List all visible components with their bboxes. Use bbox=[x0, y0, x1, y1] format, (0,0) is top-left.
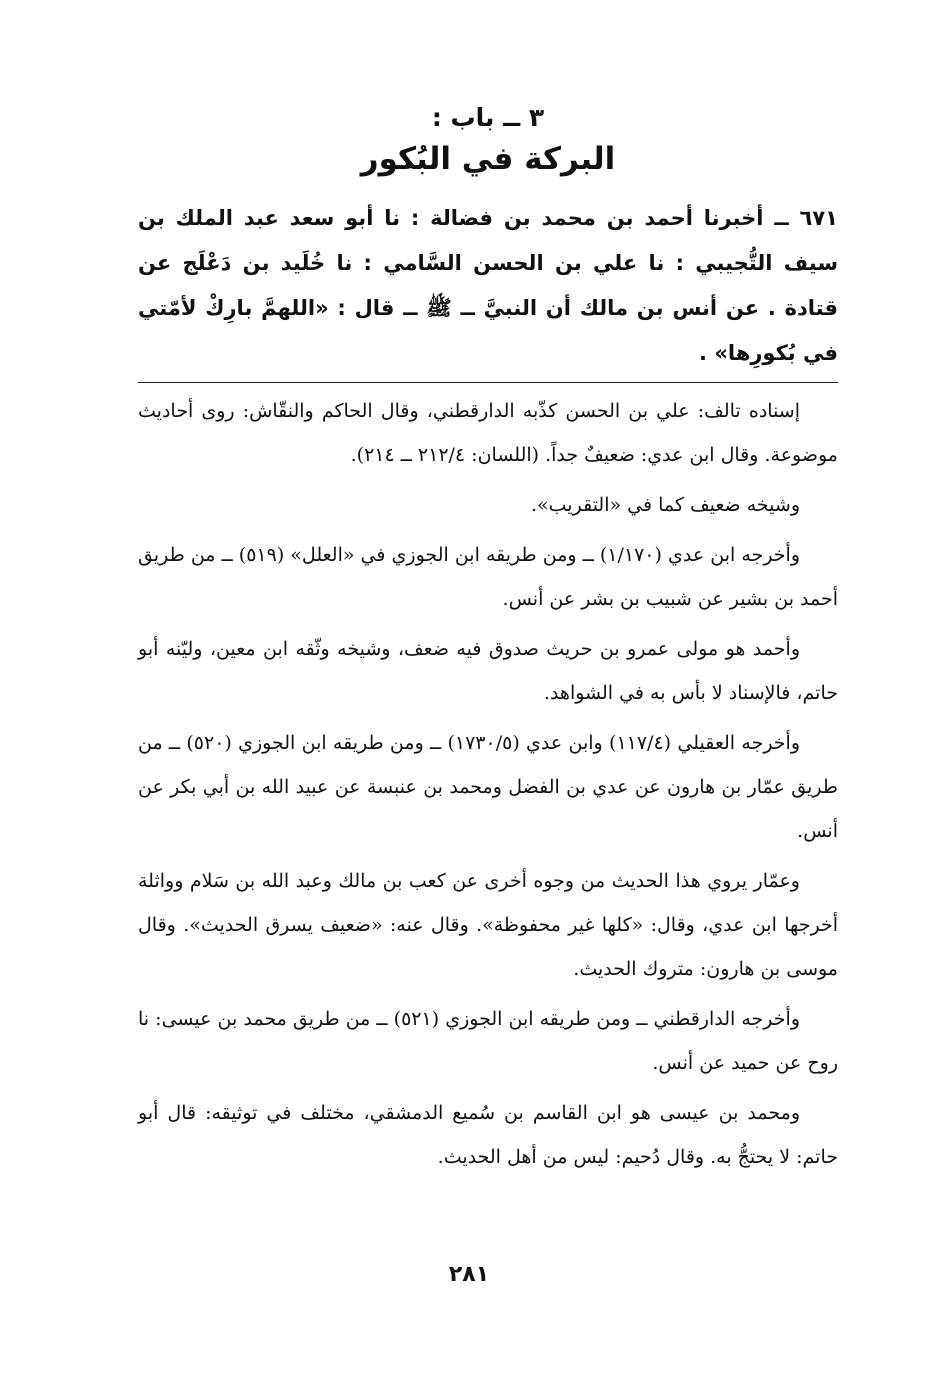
chapter-title: البركة في البُكور bbox=[360, 141, 616, 177]
takhrij-notes bbox=[138, 389, 838, 1179]
note-paragraph: وشيخه ضعيف كما في «التقريب». bbox=[530, 494, 800, 516]
note-paragraph: وأخرجه ابن عدي (١/١٧٠) ــ ومن طريقه ابن الجوزي في «العلل» (٥١٩) ــ من طريق أحمد بن بشير عن شبيب بن بشر عن أنس. bbox=[138, 544, 838, 610]
note-paragraph: وأخرجه العقيلي (١١٧/٤) وابن عدي (١٧٣٠/٥) ــ ومن طريقه ابن الجوزي (٥٢٠) ــ من طريق عمّار بن هارون عن عدي بن الفضل ومحمد بن عنبسة عن عبيد الله بن أبي بكر عن أنس. bbox=[138, 732, 838, 842]
note-paragraph: ومحمد بن عيسى هو ابن القاسم بن سُميع الدمشقي، مختلف في توثيقه: قال أبو حاتم: لا يحتجُّ به. وقال دُحيم: ليس من أهل الحديث. bbox=[138, 1102, 838, 1168]
chapter-number: ٣ ــ باب : bbox=[431, 103, 545, 132]
note-paragraph: إسناده تالف: علي بن الحسن كذّبه الدارقطني، وقال الحاكم والنقّاش: روى أحاديث موضوعة. وقال ابن عدي: ضعيفٌ جداً. (اللسان: ٢١٢/٤ ــ ٢١٤). bbox=[138, 400, 838, 466]
hadith-text: ٦٧١ ــ أخبرنا أحمد بن محمد بن فضالة : نا أبو سعد عبد الملك بن سيف التُّجيبي : نا علي بن الحسن السَّامي : نا خُلَيد بن دَعْلَج عن قتادة . عن أنس بن مالك أن النبيَّ ــ ﷺ ــ قال : «اللهمَّ بارِكْ لأمّتي في بُكورِها» . bbox=[138, 206, 838, 365]
page-body bbox=[138, 100, 838, 1185]
note-paragraph: وأخرجه الدارقطني ــ ومن طريقه ابن الجوزي (٥٢١) ــ من طريق محمد بن عيسى: نا روح عن حميد عن أنس. bbox=[138, 1008, 838, 1074]
separator-line bbox=[138, 382, 838, 383]
note-paragraph: وعمّار يروي هذا الحديث من وجوه أخرى عن كعب بن مالك وعبد الله بن سَلام وواثلة أخرجها ابن عدي، وقال: «كلها غير محفوظة». وقال عنه: «ضعيف يسرق الحديث». وقال موسى بن هارون: متروك الحديث. bbox=[138, 870, 838, 980]
page-number: ٢٨١ bbox=[448, 1262, 490, 1287]
note-paragraph: وأحمد هو مولى عمرو بن حريث صدوق فيه ضعف، وشيخه وثّقه ابن معين، وليّنه أبو حاتم، فالإسناد لا بأس به في الشواهد. bbox=[138, 638, 838, 704]
